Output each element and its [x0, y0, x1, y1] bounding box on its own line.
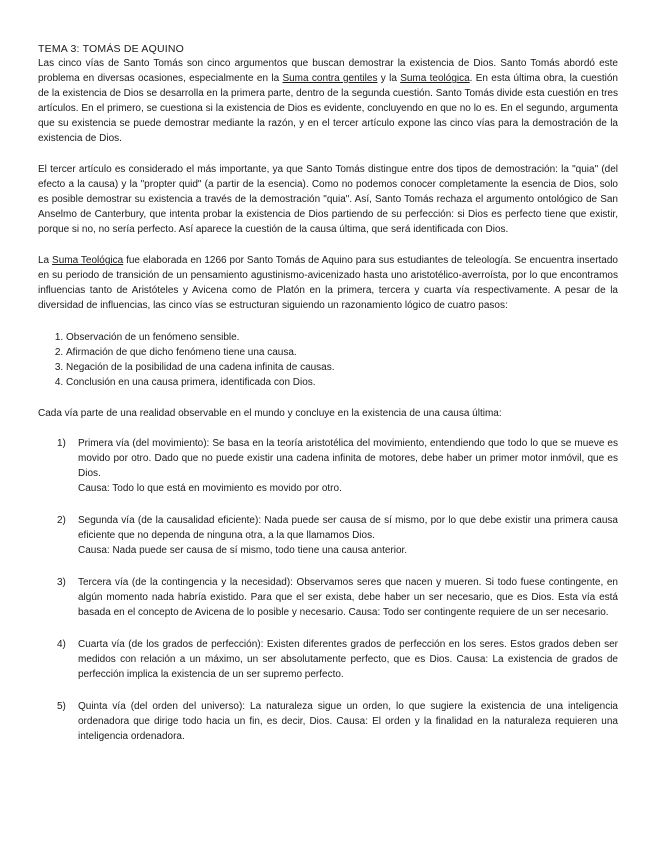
- suma-teologica-link[interactable]: Suma teológica: [400, 73, 470, 84]
- list-item: 3. Negación de la posibilidad de una cadena infinita de causas.: [66, 360, 618, 375]
- way-item-1: [38, 436, 618, 496]
- way-item-3: [38, 575, 618, 620]
- way-text: Primera vía (del movimiento): Se basa en la teoría aristotélica del movimiento, entendiendo que todo lo que se mueve es movido por otro. Dado que no puede existir una cadena infinita de motores, debe haber un primer motor inmóvil, que es Dios.: [78, 438, 618, 479]
- intro-text-c: . En esta última obra, la cuestión de la existencia de Dios se desarrolla en la primera parte, dentro de la segunda cuestión. Santo Tomás divide esta cuestión en tres artículos. En el primero, se cuestiona si la existencia de Dios es evidente, concluyendo en que no lo es. En el segundo, argumenta que su existencia se puede demostrar mediante la razón, y en el tercer artículo expone las cinco vías para la demostración de la existencia de Dios.: [38, 73, 618, 144]
- way-causa: Causa: Nada puede ser causa de sí mismo, todo tiene una causa anterior.: [78, 545, 408, 556]
- reasoning-steps-list: [38, 330, 618, 390]
- way-number: 3): [57, 577, 66, 588]
- intro-text-a: Las cinco vías de Santo Tomás son cinco argumentos que buscan demostrar la existencia de Dios. Santo Tomás abordó este problema en diversas ocasiones, especialmente en la: [38, 58, 618, 84]
- way-causa: Causa: Todo lo que está en movimiento es movido por otro.: [78, 483, 342, 494]
- intro-text-b: y la: [377, 73, 401, 84]
- way-text: Cuarta vía (de los grados de perfección): Existen diferentes grados de perfección en los seres. Estos grados deben ser medidos con relación a un máximo, un ser absolutamente perfecto, que es Dios. Causa: La existencia de grados de perfección implica la existencia de un ser supremo perfecto.: [78, 639, 618, 680]
- way-text: Segunda vía (de la causalidad eficiente): Nada puede ser causa de sí mismo, por lo que debe existir una primera causa eficiente que no dependa de ninguna otra, a la que llamamos Dios.: [78, 515, 618, 541]
- ways-intro-paragraph: Cada vía parte de una realidad observable en el mundo y concluye en la existencia de una causa última:: [38, 408, 502, 419]
- way-text: Tercera vía (de la contingencia y la necesidad): Observamos seres que nacen y mueren. Si todo fuese contingente, en algún momento nada habría existido. Para que el ser exista, debe haber un ser necesario, que es Dios. Esta vía está basada en el concepto de Avicena de lo posible y necesario. Causa: Todo ser contingente requiere de un ser necesario.: [78, 577, 618, 618]
- way-text: Quinta vía (del orden del universo): La naturaleza sigue un orden, lo que sugiere la existencia de una inteligencia ordenadora que dirige todo hacia un fin, es decir, Dios. Causa: El orden y la finalidad en la naturaleza requieren una inteligencia ordenadora.: [78, 701, 618, 742]
- way-item-5: [38, 699, 618, 744]
- way-number: 2): [57, 515, 66, 526]
- list-item: 1. Observación de un fenómeno sensible.: [66, 330, 618, 345]
- list-item: 2. Afirmación de que dicho fenómeno tiene una causa.: [66, 345, 618, 360]
- third-article-paragraph: El tercer artículo es considerado el más importante, ya que Santo Tomás distingue entre dos tipos de demostración: la "quia" (del efecto a la causa) y la "propter quid" (a partir de la esencia). Como no podemos conocer completamente la esencia de Dios, solo es posible demostrar su existencia a través de la demostración "quia". Así, Santo Tomás rechaza el argumento ontológico de San Anselmo de Canterbury, que intenta probar la existencia de Dios partiendo de su perfección: si Dios es perfecto tiene que existir, porque si no, no sería perfecto. Así aparece la cuestión de la causa última, que será identificada con Dios.: [38, 164, 618, 235]
- suma-text-b: fue elaborada en 1266 por Santo Tomás de Aquino para sus estudiantes de teleología. Se encuentra insertado en su periodo de transición de un pensamiento agustinismo-avicenizado hasta uno aristotélico-averroísta, por lo que encontramos influencias tanto de Aristóteles y Avicena como de Platón en la primera, tercera y cuarta vía respectivamente. A pesar de la diversidad de influencias, las cinco vías se estructuran siguiendo un razonamiento lógico de cuatro pasos:: [38, 255, 618, 311]
- suma-paragraph: [38, 253, 618, 313]
- way-item-4: [38, 637, 618, 682]
- suma-text-a: La: [38, 255, 53, 266]
- document-page: [38, 42, 618, 761]
- suma-teologica-link-2[interactable]: Suma Teológica: [52, 255, 124, 266]
- way-number: 5): [57, 701, 66, 712]
- way-number: 4): [57, 639, 66, 650]
- suma-contra-gentiles-link[interactable]: Suma contra gentiles: [282, 73, 378, 84]
- way-item-2: [38, 513, 618, 558]
- list-item: 4. Conclusión en una causa primera, identificada con Dios.: [66, 375, 618, 390]
- way-number: 1): [57, 438, 66, 449]
- document-title: TEMA 3: TOMÁS DE AQUINO: [38, 43, 184, 55]
- five-ways-list: [38, 436, 618, 744]
- intro-paragraph: [38, 56, 618, 146]
